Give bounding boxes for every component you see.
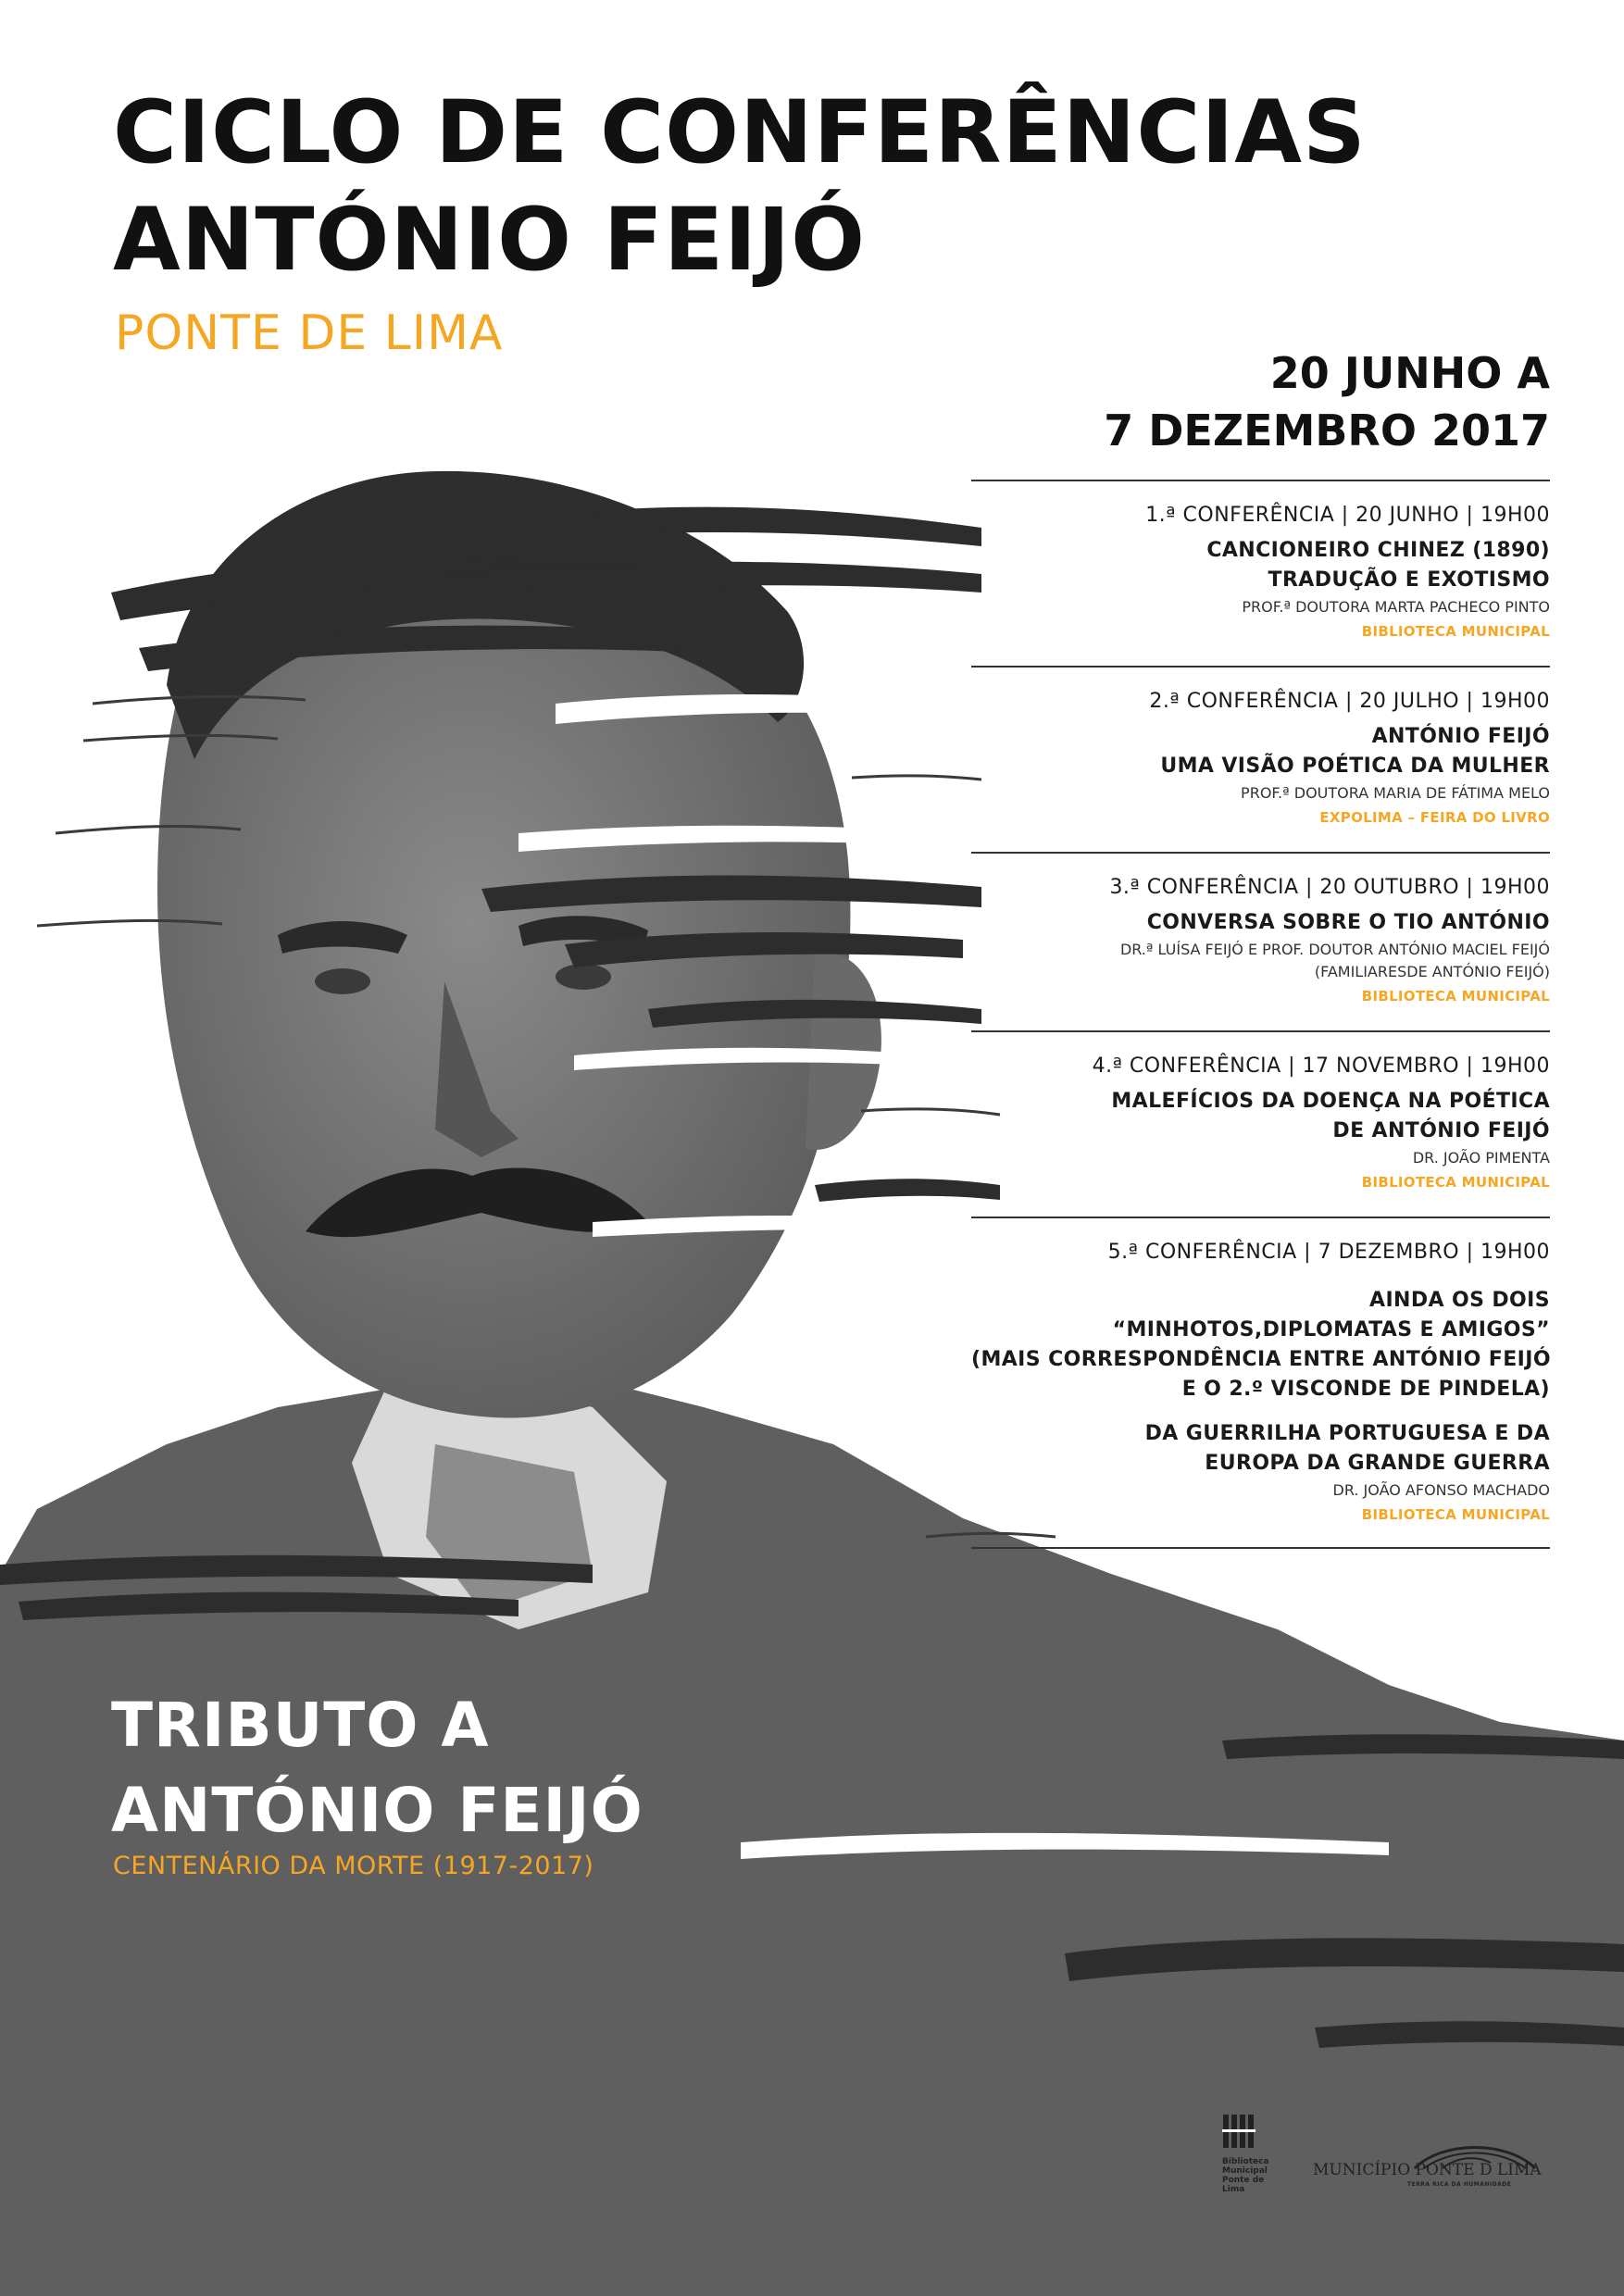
conference-5-venue: BIBLIOTECA MUNICIPAL [1361, 1506, 1550, 1523]
conference-3-speaker: (FAMILIARESDE ANTÓNIO FEIJÓ) [1314, 963, 1550, 980]
date-range-line-1: 20 JUNHO A [1269, 348, 1550, 398]
location-subtitle: PONTE DE LIMA [115, 306, 504, 361]
conference-5 [971, 1217, 1550, 1523]
municipality-tagline: TERRA RICA DA HUMANIDADE [1407, 2181, 1512, 2188]
title-line-2: ANTÓNIO FEIJÓ [113, 190, 867, 291]
municipality-logo [1313, 2140, 1572, 2205]
tribute-heading [111, 1683, 643, 1853]
conference-5-speaker: DR. JOÃO AFONSO MACHADO [1332, 1481, 1550, 1499]
library-logo-line-1: Biblioteca [1222, 2157, 1269, 2166]
conference-2-title-line: ANTÓNIO FEIJÓ [1371, 725, 1550, 748]
conference-program [971, 480, 1550, 1549]
conference-5-title-a-3: (MAIS CORRESPONDÊNCIA ENTRE ANTÓNIO FEIJÓ [971, 1348, 1551, 1371]
conference-4 [971, 1030, 1550, 1191]
conference-1-head: 1.ª CONFERÊNCIA | 20 JUNHO | 19H00 [1145, 504, 1550, 527]
conference-2-venue: EXPOLIMA – FEIRA DO LIVRO [1319, 809, 1550, 826]
conference-3-speaker: DR.ª LUÍSA FEIJÓ E PROF. DOUTOR ANTÓNIO MACIEL FEIJÓ [1119, 941, 1550, 958]
conference-2-head: 2.ª CONFERÊNCIA | 20 JULHO | 19H00 [1149, 690, 1550, 713]
conference-5-title-a-4: E O 2.º VISCONDE DE PINDELA) [1181, 1378, 1550, 1401]
conference-5-head: 5.ª CONFERÊNCIA | 7 DEZEMBRO | 19H00 [1107, 1241, 1550, 1264]
library-logo [1222, 2113, 1278, 2194]
conference-1-speaker: PROF.ª DOUTORA MARTA PACHECO PINTO [1242, 598, 1550, 616]
conference-4-title-line: DE ANTÓNIO FEIJÓ [1332, 1119, 1550, 1142]
title-line-1: CICLO DE CONFERÊNCIAS [113, 82, 1367, 183]
conference-1-title-line: TRADUÇÃO E EXOTISMO [1268, 568, 1550, 592]
tribute-line-2: ANTÓNIO FEIJÓ [111, 1775, 643, 1846]
conference-5-title-b-1: DA GUERRILHA PORTUGUESA E DA [1144, 1422, 1550, 1445]
conference-2 [971, 666, 1550, 826]
municipality-name: MUNICÍPIO PONTE D LIMA [1313, 2161, 1542, 2179]
conference-5-title-b-2: EUROPA DA GRANDE GUERRA [1205, 1452, 1550, 1475]
conference-list [971, 480, 1550, 1191]
conference-1-venue: BIBLIOTECA MUNICIPAL [1361, 623, 1550, 640]
conference-2-title-line: UMA VISÃO POÉTICA DA MULHER [1160, 755, 1550, 778]
conference-2-speaker: PROF.ª DOUTORA MARIA DE FÁTIMA MELO [1241, 784, 1550, 802]
conference-5-title-a-1: AINDA OS DOIS [1369, 1289, 1550, 1312]
conference-1 [971, 480, 1550, 640]
conference-3-title-line: CONVERSA SOBRE O TIO ANTÓNIO [1146, 911, 1550, 934]
date-range-line-2: 7 DEZEMBRO 2017 [1104, 406, 1550, 455]
conference-3 [971, 852, 1550, 1004]
tribute-line-1: TRIBUTO A [111, 1690, 490, 1761]
conference-5-title-a-2: “MINHOTOS,DIPLOMATAS E AMIGOS” [1112, 1318, 1550, 1341]
conference-1-title-line: CANCIONEIRO CHINEZ (1890) [1206, 539, 1550, 562]
conference-3-venue: BIBLIOTECA MUNICIPAL [1361, 988, 1550, 1004]
page-title [113, 80, 1367, 294]
centenary-caption: CENTENÁRIO DA MORTE (1917-2017) [113, 1852, 594, 1880]
library-logo-line-3: Ponte de Lima [1222, 2176, 1265, 2194]
conference-3-head: 3.ª CONFERÊNCIA | 20 OUTUBRO | 19H00 [1109, 876, 1550, 899]
program-divider-end [971, 1547, 1550, 1549]
library-logo-line-2: Municipal [1222, 2166, 1268, 2176]
conference-4-title-line: MALEFÍCIOS DA DOENÇA NA POÉTICA [1111, 1090, 1550, 1113]
library-books-icon [1222, 2113, 1259, 2150]
date-range [1104, 344, 1550, 459]
conference-4-speaker: DR. JOÃO PIMENTA [1412, 1149, 1550, 1167]
conference-4-head: 4.ª CONFERÊNCIA | 17 NOVEMBRO | 19H00 [1092, 1054, 1550, 1078]
conference-4-venue: BIBLIOTECA MUNICIPAL [1361, 1174, 1550, 1191]
